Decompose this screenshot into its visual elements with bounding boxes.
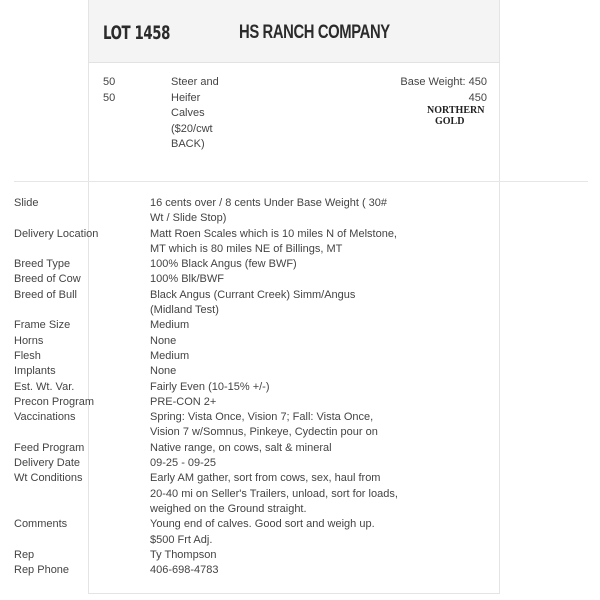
detail-value: Fairly Even (10-15% +/-) [150,380,270,393]
base-weight [400,75,487,106]
detail-label: Delivery Location [14,227,99,240]
detail-row [14,318,398,333]
base-weight-second: 450 [468,91,487,104]
detail-row [14,395,398,410]
detail-value: Early AM gather, sort from cows, sex, haul from 20-40 mi on Seller's Trailers, unload, sort for loads, weighed on the Ground straight. [150,472,398,515]
detail-row [14,227,398,258]
northern-gold-logo [427,103,487,127]
detail-value: Medium [150,349,190,362]
detail-label: Feed Program [14,441,85,454]
detail-row [14,456,398,471]
lot-details [14,196,398,578]
detail-row [14,563,398,578]
detail-value: Black Angus (Currant Creek) Simm/Angus (Midland Test) [150,288,356,317]
detail-label: Flesh [14,349,41,362]
section-divider [14,181,588,182]
lot-summary [89,63,499,181]
detail-row [14,196,398,227]
head-count-steers: 50 [103,76,116,88]
detail-value: 406-698-4783 [150,564,219,577]
detail-label: Comments [14,518,68,531]
detail-value: Matt Roen Scales which is 10 miles N of Melstone, MT which is 80 miles NE of Billings, MT [150,227,397,255]
lot-header [89,0,499,63]
detail-label: Slide [14,197,39,209]
detail-label: Breed of Cow [14,273,81,286]
detail-row [14,334,398,349]
detail-value: None [150,365,177,378]
detail-row [14,441,398,456]
detail-value: 09-25 - 09-25 [150,457,217,470]
detail-value: Native range, on cows, salt & mineral [150,441,332,454]
seller-name: HS RANCH COMPANY [239,22,390,43]
detail-row [14,410,398,441]
detail-label: Implants [14,365,56,378]
head-count-heifers: 50 [103,91,116,104]
detail-label: Breed Type [14,258,71,271]
detail-row [14,272,398,287]
detail-label: Delivery Date [14,457,81,470]
detail-value: 100% Blk/BWF [150,273,224,286]
lot-description: Steer and Heifer Calves ($20/cwt BACK) [171,76,219,150]
detail-row [14,257,398,272]
head-counts [103,75,115,106]
lot-number: LOT 1458 [103,22,171,44]
base-weight-label: Base Weight: 450 [400,76,487,88]
detail-row [14,548,398,563]
detail-label: Wt Conditions [14,472,83,485]
detail-value: 16 cents over / 8 cents Under Base Weight ( 30# Wt / Slide Stop) [150,197,388,225]
detail-value: Spring: Vista Once, Vision 7; Fall: Vista Once, Vision 7 w/Somnus, Pinkeye, Cydectin pour on [150,411,378,439]
detail-label: Frame Size [14,319,71,332]
detail-row [14,349,398,364]
detail-label: Est. Wt. Var. [14,380,75,393]
detail-value: 100% Black Angus (few BWF) [150,258,297,271]
detail-label: Vaccinations [14,411,76,424]
detail-label: Horns [14,334,44,347]
detail-label: Rep [14,548,35,561]
logo-text-top: NORTHERN [427,105,485,116]
detail-row [14,471,398,517]
detail-label: Breed of Bull [14,288,77,301]
detail-label: Precon Program [14,395,95,408]
detail-value: Young end of calves. Good sort and weigh up. $500 Frt Adj. [150,518,375,546]
detail-row [14,364,398,379]
logo-text-bottom: GOLD [435,116,465,127]
detail-row [14,517,398,548]
detail-label: Rep Phone [14,564,70,577]
detail-value: PRE-CON 2+ [150,395,217,408]
detail-row [14,380,398,395]
detail-row [14,288,398,319]
detail-value: Medium [150,319,190,332]
detail-value: None [150,334,177,347]
detail-value: Ty Thompson [150,548,217,561]
